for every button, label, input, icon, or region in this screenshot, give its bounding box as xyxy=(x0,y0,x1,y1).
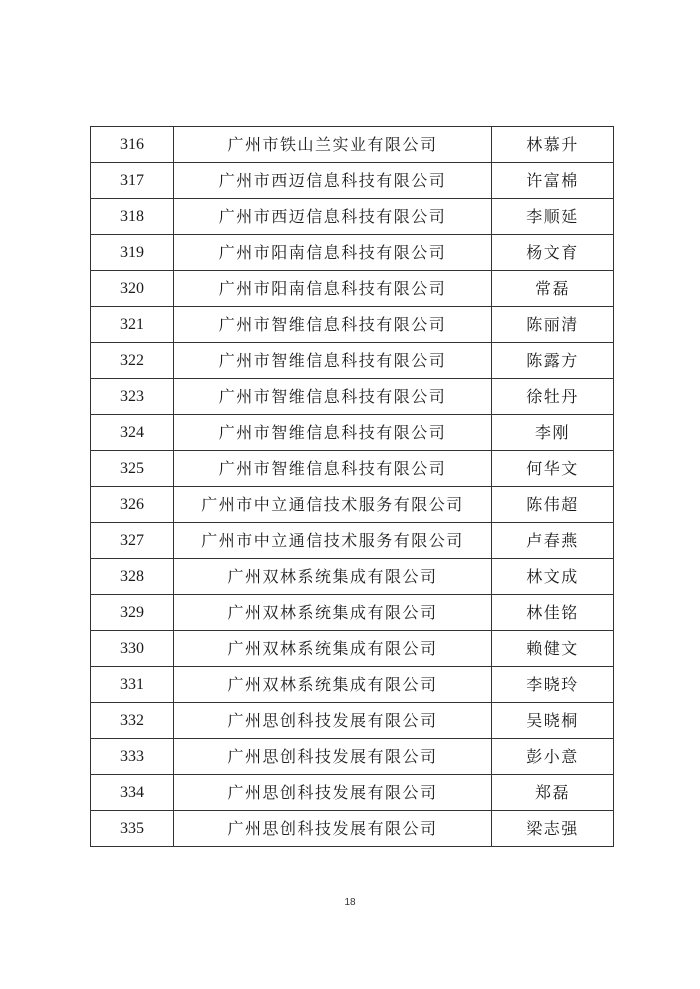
company-cell: 广州市阳南信息科技有限公司 xyxy=(174,235,492,271)
row-number-cell: 333 xyxy=(91,739,174,775)
person-name-cell: 陈露方 xyxy=(492,343,614,379)
table-row xyxy=(91,307,614,343)
company-cell: 广州双林系统集成有限公司 xyxy=(174,667,492,703)
person-name-cell: 李晓玲 xyxy=(492,667,614,703)
table-row xyxy=(91,523,614,559)
person-name-cell: 李顺延 xyxy=(492,199,614,235)
row-number-cell: 323 xyxy=(91,379,174,415)
table-row xyxy=(91,595,614,631)
row-number-cell: 316 xyxy=(91,127,174,163)
roster-table xyxy=(90,126,614,847)
table-row xyxy=(91,379,614,415)
table-row xyxy=(91,235,614,271)
person-name-cell: 卢春燕 xyxy=(492,523,614,559)
company-cell: 广州思创科技发展有限公司 xyxy=(174,811,492,847)
company-cell: 广州市智维信息科技有限公司 xyxy=(174,379,492,415)
table-row xyxy=(91,487,614,523)
person-name-cell: 赖健文 xyxy=(492,631,614,667)
row-number-cell: 322 xyxy=(91,343,174,379)
person-name-cell: 林文成 xyxy=(492,559,614,595)
table-row xyxy=(91,451,614,487)
table-row xyxy=(91,703,614,739)
table-row xyxy=(91,271,614,307)
table-row xyxy=(91,739,614,775)
person-name-cell: 林佳铭 xyxy=(492,595,614,631)
company-cell: 广州市西迈信息科技有限公司 xyxy=(174,199,492,235)
company-cell: 广州双林系统集成有限公司 xyxy=(174,631,492,667)
person-name-cell: 杨文育 xyxy=(492,235,614,271)
company-cell: 广州市智维信息科技有限公司 xyxy=(174,307,492,343)
person-name-cell: 陈伟超 xyxy=(492,487,614,523)
company-cell: 广州思创科技发展有限公司 xyxy=(174,775,492,811)
person-name-cell: 许富棉 xyxy=(492,163,614,199)
row-number-cell: 331 xyxy=(91,667,174,703)
person-name-cell: 林慕升 xyxy=(492,127,614,163)
row-number-cell: 329 xyxy=(91,595,174,631)
company-cell: 广州双林系统集成有限公司 xyxy=(174,559,492,595)
row-number-cell: 328 xyxy=(91,559,174,595)
row-number-cell: 334 xyxy=(91,775,174,811)
company-cell: 广州思创科技发展有限公司 xyxy=(174,703,492,739)
table-row xyxy=(91,631,614,667)
row-number-cell: 318 xyxy=(91,199,174,235)
row-number-cell: 317 xyxy=(91,163,174,199)
table-row xyxy=(91,811,614,847)
row-number-cell: 319 xyxy=(91,235,174,271)
table-row xyxy=(91,775,614,811)
table-row xyxy=(91,667,614,703)
person-name-cell: 陈丽清 xyxy=(492,307,614,343)
company-cell: 广州市中立通信技术服务有限公司 xyxy=(174,523,492,559)
table-row xyxy=(91,559,614,595)
company-cell: 广州市西迈信息科技有限公司 xyxy=(174,163,492,199)
row-number-cell: 335 xyxy=(91,811,174,847)
company-cell: 广州双林系统集成有限公司 xyxy=(174,595,492,631)
person-name-cell: 常磊 xyxy=(492,271,614,307)
row-number-cell: 332 xyxy=(91,703,174,739)
company-cell: 广州市中立通信技术服务有限公司 xyxy=(174,487,492,523)
row-number-cell: 330 xyxy=(91,631,174,667)
row-number-cell: 324 xyxy=(91,415,174,451)
company-cell: 广州市铁山兰实业有限公司 xyxy=(174,127,492,163)
company-cell: 广州市智维信息科技有限公司 xyxy=(174,451,492,487)
person-name-cell: 李刚 xyxy=(492,415,614,451)
person-name-cell: 彭小意 xyxy=(492,739,614,775)
person-name-cell: 何华文 xyxy=(492,451,614,487)
page-number: 18 xyxy=(344,897,356,908)
person-name-cell: 吴晓桐 xyxy=(492,703,614,739)
company-cell: 广州市智维信息科技有限公司 xyxy=(174,415,492,451)
company-cell: 广州市智维信息科技有限公司 xyxy=(174,343,492,379)
person-name-cell: 徐牡丹 xyxy=(492,379,614,415)
company-cell: 广州市阳南信息科技有限公司 xyxy=(174,271,492,307)
row-number-cell: 320 xyxy=(91,271,174,307)
table-row xyxy=(91,163,614,199)
table-row xyxy=(91,199,614,235)
row-number-cell: 325 xyxy=(91,451,174,487)
row-number-cell: 326 xyxy=(91,487,174,523)
row-number-cell: 327 xyxy=(91,523,174,559)
table-row xyxy=(91,415,614,451)
row-number-cell: 321 xyxy=(91,307,174,343)
person-name-cell: 梁志强 xyxy=(492,811,614,847)
table-row xyxy=(91,127,614,163)
person-name-cell: 郑磊 xyxy=(492,775,614,811)
company-cell: 广州思创科技发展有限公司 xyxy=(174,739,492,775)
roster-table-body xyxy=(91,127,614,847)
table-row xyxy=(91,343,614,379)
